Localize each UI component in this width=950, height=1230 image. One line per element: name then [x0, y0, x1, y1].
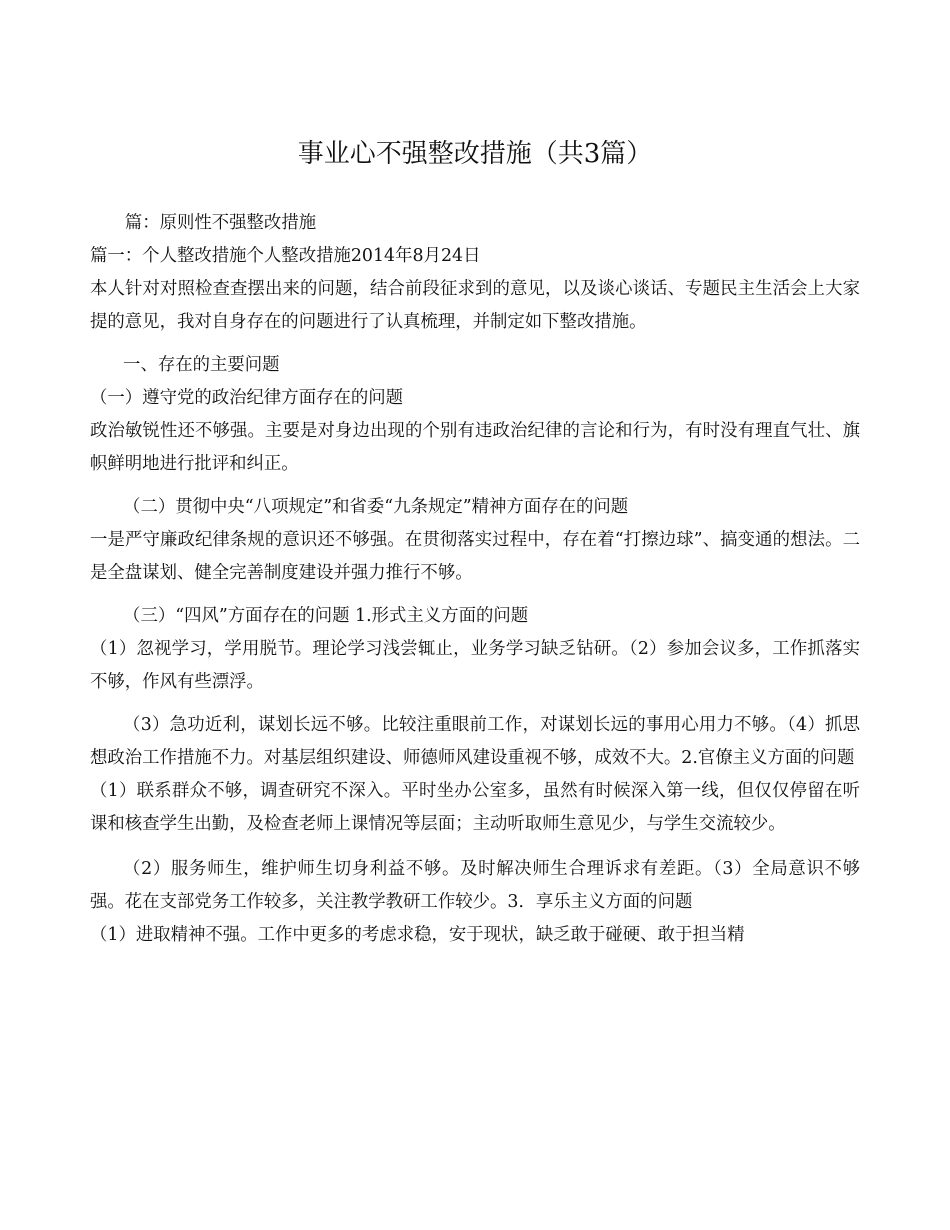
paragraph-formalism-1: （1）忽视学习，学用脱节。理论学习浅尝辄止，业务学习缺乏钻研。（2）参加会议多，工作抓落实不够，作风有些漂浮。 — [90, 639, 860, 692]
paragraph-subtitle: 篇：原则性不强整改措施 — [124, 213, 317, 233]
paragraph-bureaucratism-2: （2）服务师生，维护师生切身利益不够。及时解决师生合理诉求有差距。（3）全局意识不够强。花在支部党务工作较多，关注教学教研工作较少。3．享乐主义方面的问题 — [90, 859, 860, 912]
paragraph-political-discipline: 政治敏锐性还不够强。主要是对身边出现的个别有违政治纪律的言论和行为，有时没有理直气壮、旗帜鲜明地进行批评和纠正。 — [90, 421, 860, 474]
paragraph-article-heading: 篇一：个人整改措施个人整改措施2014年8月24日 — [90, 246, 481, 266]
paragraph-eight-rules: 一是严守廉政纪律条规的意识还不够强。在贯彻落实过程中，存在着“打擦边球”、搞变通的想法。二是全盘谋划、健全完善制度建设并强力推行不够。 — [90, 530, 860, 583]
document-title: 事业心不强整改措施（共3篇） — [297, 139, 653, 169]
document-body — [90, 207, 860, 952]
paragraph-intro: 本人针对对照检查查摆出来的问题，结合前段征求到的意见，以及谈心谈话、专题民主生活会上大家提的意见，我对自身存在的问题进行了认真梳理，并制定如下整改措施。 — [90, 279, 860, 332]
subsection-heading-four-winds: （三）“四风”方面存在的问题 1.形式主义方面的问题 — [123, 606, 529, 626]
paragraph-formalism-2: （3）急功近利，谋划长远不够。比较注重眼前工作，对谋划长远的事用心用力不够。（4）抓思想政治工作措施不力。对基层组织建设、师德师风建设重视不够，成效不大。2.官僚主义方面的问题 — [90, 715, 860, 768]
subsection-heading-political-discipline: （一）遵守党的政治纪律方面存在的问题 — [90, 388, 404, 408]
paragraph-hedonism-1: （1）进取精神不强。工作中更多的考虑求稳，安于现状，缺乏敢于碰硬、敢于担当精 — [90, 925, 745, 945]
section-heading-main-problems: 一、存在的主要问题 — [123, 355, 280, 375]
paragraph-bureaucratism-1: （1）联系群众不够，调查研究不深入。平时坐办公室多，虽然有时候深入第一线，但仅仅停留在听课和核查学生出勤，及检查老师上课情况等层面；主动听取师生意见少，与学生交流较少。 — [90, 781, 860, 834]
subsection-heading-eight-rules: （二）贯彻中央“八项规定”和省委“九条规定”精神方面存在的问题 — [123, 497, 629, 517]
